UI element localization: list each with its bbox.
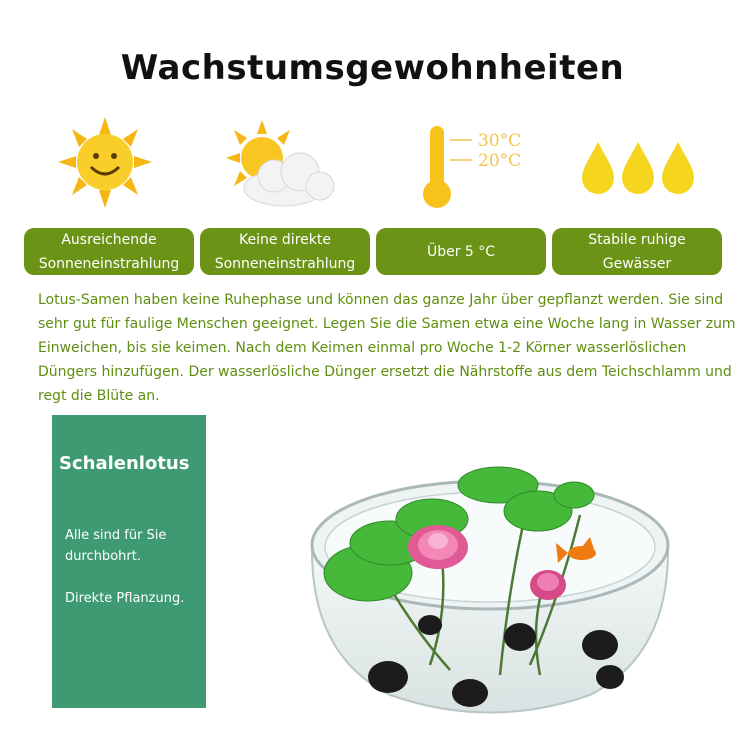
product-info-panel	[52, 415, 206, 708]
page-title: Wachstumsgewohnheiten	[120, 48, 625, 88]
growth-icons-row	[0, 110, 745, 225]
description-text: Lotus-Samen haben keine Ruhephase und können das ganze Jahr über gepflanzt werden. Sie sind sehr gut für faulige Menschen geeignet. Legen Sie die Samen etwa eine Woche lang in Wasser zum Einweichen, bis sie keimen. Nach dem Keimen einmal pro Woche 1-2 Körner wasserlöslichen Düngers hinzufügen. Der wasserlösliche Dünger ersetzt die Nährstoffe aus dem Teichschlamm und regt die Blüte an.	[38, 292, 736, 404]
condition-line: Gewässer	[602, 255, 672, 272]
thermometer-icon	[422, 124, 542, 214]
water-drops-icon	[582, 140, 697, 195]
panel-title: Schalenlotus	[59, 453, 190, 474]
condition-temperature	[376, 228, 546, 275]
condition-line: Über 5 °C	[426, 243, 496, 260]
thermometer-low-mark: 20°C	[478, 151, 522, 171]
condition-sunlight	[24, 228, 194, 275]
thermometer-high-mark: 30°C	[478, 131, 522, 151]
panel-text-planting: Direkte Pflanzung.	[65, 591, 185, 606]
sun-cloud-icon	[222, 120, 342, 215]
condition-line: Sonneneinstrahlung	[38, 255, 180, 272]
condition-line: Ausreichende	[61, 231, 157, 248]
condition-line: Keine direkte	[239, 231, 331, 248]
condition-calm-water	[552, 228, 722, 275]
smiling-sun-icon	[55, 115, 155, 210]
panel-text	[65, 525, 203, 630]
bowl-lotus-image	[300, 455, 680, 723]
condition-line: Sonneneinstrahlung	[214, 255, 356, 272]
condition-no-direct-sun	[200, 228, 370, 275]
panel-text-perforated: Alle sind für Sie durchbohrt.	[65, 528, 167, 564]
condition-line: Stabile ruhige	[588, 231, 686, 248]
